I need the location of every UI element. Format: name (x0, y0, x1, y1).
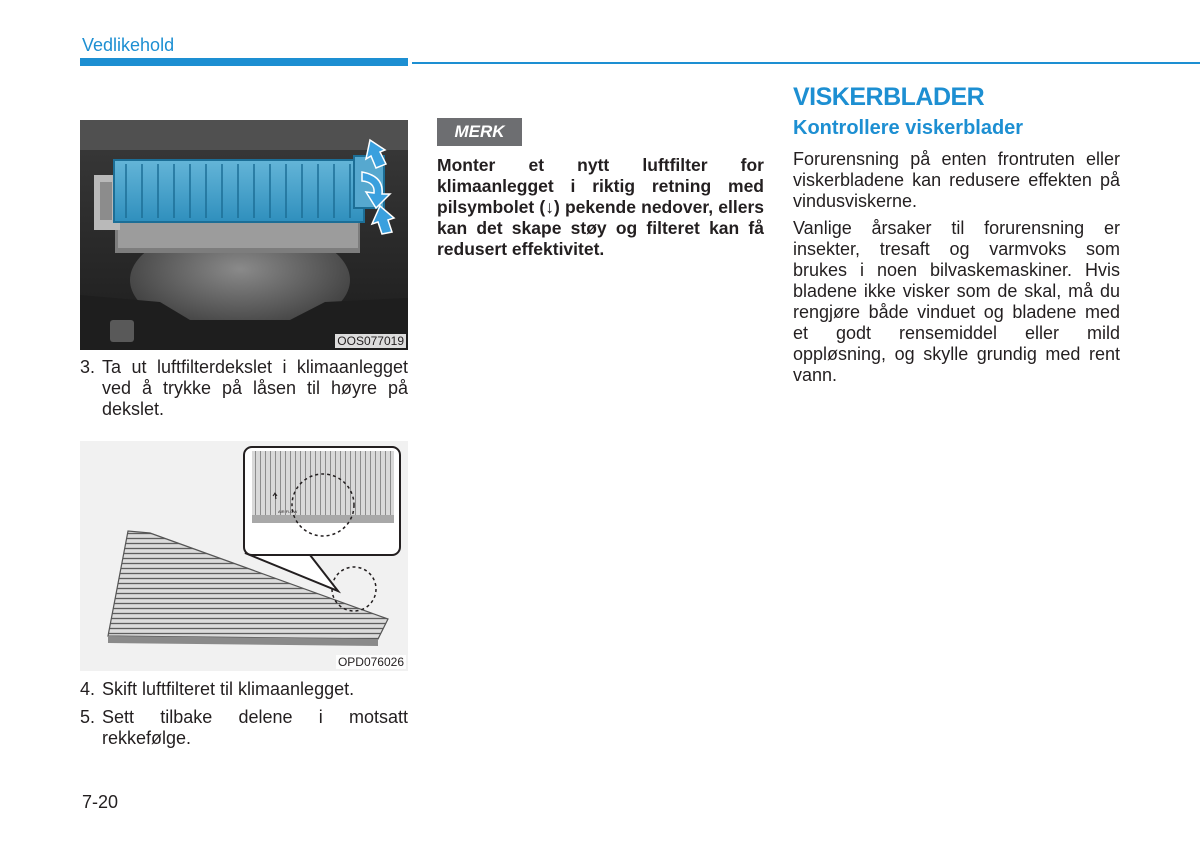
svg-text:AIR FLOW: AIR FLOW (278, 509, 298, 514)
article-paragraph: Vanlige årsaker til forurensning er insekter, tresaft og varmvoks som brukes i noen bilvaskemaskiner. Hvis bladene ikke visker som de skal, må du rengjøre både vinduet og bladene med et godt rensemiddel eller mild oppløsning, og skylle grundig med rent vann. (793, 218, 1120, 385)
step-number: 5. (80, 707, 96, 727)
figure-code: OOS077019 (337, 334, 404, 348)
figure-filter-element (80, 441, 408, 671)
figure-code: OPD076026 (337, 655, 404, 669)
note-badge: MERK (437, 118, 522, 146)
filter-element-illustration (80, 441, 408, 671)
page-number: 7-20 (82, 792, 119, 812)
filter-cover-illustration (80, 120, 408, 350)
step-5 (80, 707, 408, 749)
step-4 (80, 679, 408, 700)
step-3 (80, 357, 408, 420)
article-paragraph: Forurensning på enten frontruten eller viskerbladene kan redusere effekten på vindusviskerne. (793, 149, 1120, 211)
article-title: VISKERBLADER (793, 83, 985, 111)
header-rule-thin (412, 62, 1200, 64)
note-text: Monter et nytt luftfilter for klimaanlegget i riktig retning med pilsymbolet (↓) pekende nedover, ellers kan det skape støy og filteret kan få redusert effektivitet. (437, 155, 764, 259)
figure-filter-cover (80, 120, 408, 350)
article-subtitle: Kontrollere viskerblader (793, 117, 1024, 139)
step-number: 4. (80, 679, 96, 699)
header-rule-thick (80, 58, 408, 66)
step-text: Ta ut luftfilterdekslet i klimaanlegget ved å trykke på låsen til høyre på dekslet. (102, 357, 408, 419)
step-text: Sett tilbake delene i motsatt rekkefølge. (102, 707, 408, 748)
step-text: Skift luftfilteret til klimaanlegget. (102, 679, 355, 699)
step-number: 3. (80, 357, 96, 377)
section-title: Vedlikehold (82, 35, 175, 55)
